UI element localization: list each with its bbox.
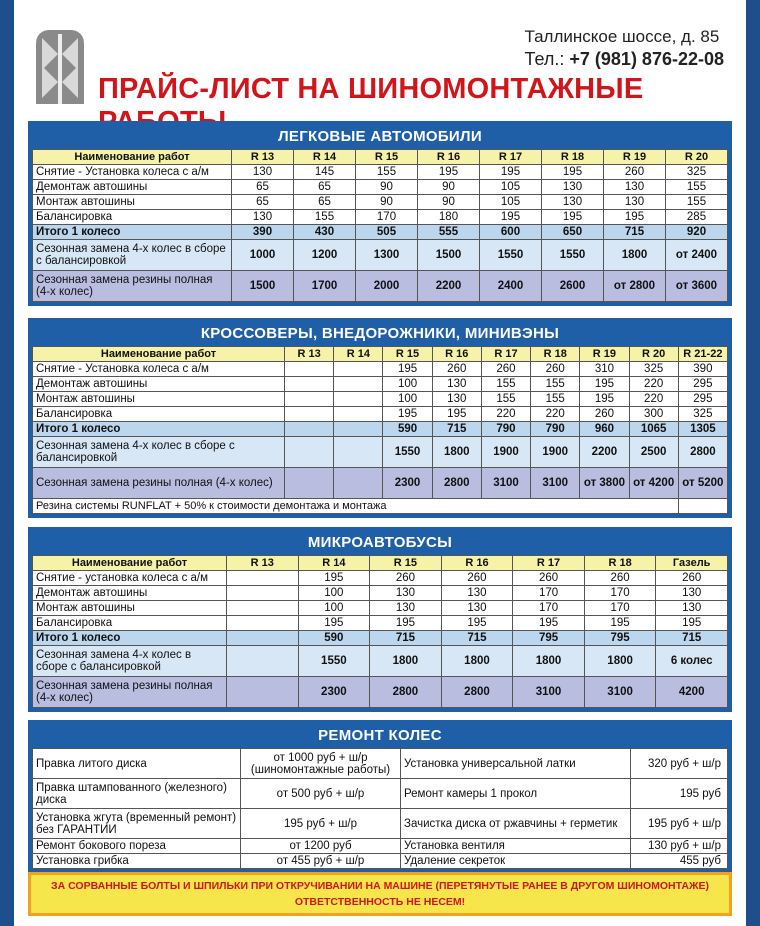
repair-row — [33, 779, 728, 809]
price-cell: 195 — [656, 616, 728, 631]
price-cell: 195 — [480, 165, 542, 180]
price-cell: 90 — [418, 195, 480, 210]
table-row — [33, 362, 728, 377]
warning-line-2: ОТВЕТСТВЕННОСТЬ НЕ НЕСЕМ! — [294, 896, 466, 908]
repair-service: Ремонт камеры 1 прокол — [401, 779, 631, 809]
table-row — [33, 616, 728, 631]
price-cell: 1000 — [232, 240, 294, 271]
price-cell: 2300 — [298, 677, 370, 708]
price-cell: 170 — [584, 586, 656, 601]
service-name: Снятие - Установка колеса с а/м — [33, 362, 285, 377]
service-name: Демонтаж автошины — [33, 180, 232, 195]
price-cell — [227, 586, 299, 601]
column-header-size: R 19 — [604, 150, 666, 165]
price-cell: от 2400 — [666, 240, 728, 271]
price-cell: 1550 — [298, 646, 370, 677]
price-cell: 1300 — [356, 240, 418, 271]
price-cell: 130 — [604, 180, 666, 195]
price-sheet — [14, 0, 746, 926]
price-cell: 295 — [678, 377, 727, 392]
price-cell: 170 — [584, 601, 656, 616]
price-cell: 260 — [370, 571, 442, 586]
price-cell: 1550 — [480, 240, 542, 271]
repair-service: Удаление секреток — [401, 854, 631, 869]
price-cell: 170 — [513, 601, 585, 616]
price-cell: 155 — [531, 392, 580, 407]
repair-service: Установка универсальной латки — [401, 749, 631, 779]
price-cell: 310 — [580, 362, 629, 377]
price-cell — [227, 616, 299, 631]
service-name: Сезонная замена резины полная (4-х колес) — [33, 271, 232, 302]
price-cell: 90 — [356, 180, 418, 195]
price-cell: 1800 — [370, 646, 442, 677]
header-row — [33, 347, 728, 362]
contact-block — [524, 26, 724, 70]
price-cell: 1700 — [294, 271, 356, 302]
price-cell: 105 — [480, 180, 542, 195]
price-cell: 260 — [481, 362, 530, 377]
price-cell — [227, 571, 299, 586]
price-cell: 195 — [513, 616, 585, 631]
service-name: Демонтаж автошины — [33, 586, 227, 601]
price-cell: 4200 — [656, 677, 728, 708]
column-header-name: Наименование работ — [33, 347, 285, 362]
price-cell — [334, 392, 383, 407]
price-cell: 260 — [604, 165, 666, 180]
service-name: Балансировка — [33, 616, 227, 631]
price-cell: 90 — [418, 180, 480, 195]
price-cell: 155 — [294, 210, 356, 225]
repair-service: Правка литого диска — [33, 749, 241, 779]
full-replace-row — [33, 468, 728, 499]
price-cell: 430 — [294, 225, 356, 240]
repair-row — [33, 749, 728, 779]
empty-cell — [678, 499, 727, 514]
repair-service: Установка жгута (временный ремонт) без ГАРАНТИИ — [33, 809, 241, 839]
page-title: ПРАЙС-ЛИСТ НА ШИНОМОНТАЖНЫЕ — [98, 73, 644, 105]
price-cell: 285 — [666, 210, 728, 225]
price-cell: 2400 — [480, 271, 542, 302]
phone-prefix: Тел.: — [524, 49, 570, 69]
section-title: ЛЕГКОВЫЕ АВТОМОБИЛИ — [278, 128, 482, 145]
total-row — [33, 225, 728, 240]
repair-price: 195 руб + ш/р — [631, 809, 728, 839]
column-header-name: Наименование работ — [33, 556, 227, 571]
price-cell: 325 — [678, 407, 727, 422]
repair-price: от 1200 руб — [241, 839, 401, 854]
price-cell — [285, 362, 334, 377]
price-cell: 260 — [584, 571, 656, 586]
total-row — [33, 422, 728, 437]
price-cell: 65 — [294, 195, 356, 210]
price-cell: 155 — [666, 195, 728, 210]
repair-service: Установка вентиля — [401, 839, 631, 854]
price-cell: 2800 — [678, 437, 727, 468]
price-cell: 3100 — [481, 468, 530, 499]
section-title: МИКРОАВТОБУСЫ — [307, 534, 453, 551]
price-cell: 2200 — [580, 437, 629, 468]
service-name: Монтаж автошины — [33, 195, 232, 210]
price-cell: 195 — [542, 210, 604, 225]
price-cell: 2800 — [432, 468, 481, 499]
price-cell: 195 — [441, 616, 513, 631]
table-row — [33, 571, 728, 586]
price-cell — [334, 468, 383, 499]
price-cell: 1800 — [441, 646, 513, 677]
column-header-size: R 13 — [285, 347, 334, 362]
price-cell — [285, 422, 334, 437]
column-header-name: Наименование работ — [33, 150, 232, 165]
table-row — [33, 210, 728, 225]
price-cell: 2200 — [418, 271, 480, 302]
price-cell: 715 — [441, 631, 513, 646]
price-cell: 180 — [418, 210, 480, 225]
price-cell: 100 — [298, 601, 370, 616]
price-cell: 195 — [370, 616, 442, 631]
price-cell: 590 — [298, 631, 370, 646]
season-row — [33, 437, 728, 468]
price-cell: 195 — [480, 210, 542, 225]
price-cell — [334, 407, 383, 422]
service-name: Итого 1 колесо — [33, 225, 232, 240]
column-header-size: Газель — [656, 556, 728, 571]
suv-price-table — [32, 346, 728, 514]
price-cell: 715 — [432, 422, 481, 437]
price-cell: 390 — [678, 362, 727, 377]
price-cell: 130 — [370, 601, 442, 616]
price-cell: 130 — [656, 601, 728, 616]
header-row — [33, 150, 728, 165]
price-cell — [285, 377, 334, 392]
price-cell: 195 — [584, 616, 656, 631]
price-cell: 1900 — [531, 437, 580, 468]
service-name: Сезонная замена 4-х колес в сборе с балансировкой — [33, 240, 232, 271]
price-cell: 220 — [629, 392, 678, 407]
repair-service: Зачистка диска от ржавчины + герметик — [401, 809, 631, 839]
price-cell: 260 — [513, 571, 585, 586]
price-cell: 390 — [232, 225, 294, 240]
service-name: Балансировка — [33, 210, 232, 225]
repair-price-table — [32, 748, 728, 869]
price-cell: 1200 — [294, 240, 356, 271]
column-header-size: R 16 — [418, 150, 480, 165]
column-header-size: R 15 — [356, 150, 418, 165]
price-cell: 130 — [370, 586, 442, 601]
service-name: Монтаж автошины — [33, 392, 285, 407]
column-header-size: R 20 — [629, 347, 678, 362]
repair-price: 455 руб — [631, 854, 728, 869]
repair-price: от 455 руб + ш/р — [241, 854, 401, 869]
table-row — [33, 195, 728, 210]
price-cell: 130 — [441, 601, 513, 616]
price-cell: 170 — [513, 586, 585, 601]
price-cell: 155 — [356, 165, 418, 180]
price-cell: 795 — [584, 631, 656, 646]
price-cell: 260 — [580, 407, 629, 422]
price-cell: 130 — [432, 377, 481, 392]
price-cell: 2600 — [542, 271, 604, 302]
price-cell: 130 — [656, 586, 728, 601]
price-cell: 1800 — [604, 240, 666, 271]
price-cell: 130 — [232, 165, 294, 180]
price-cell: 130 — [232, 210, 294, 225]
price-cell: 155 — [531, 377, 580, 392]
service-name: Снятие - Установка колеса с а/м — [33, 165, 232, 180]
price-cell: 65 — [232, 180, 294, 195]
price-cell — [285, 407, 334, 422]
repair-service: Правка штампованного (железного) диска — [33, 779, 241, 809]
price-cell: 220 — [531, 407, 580, 422]
full-replace-row — [33, 677, 728, 708]
section-suv — [28, 318, 732, 518]
section-cars — [28, 121, 732, 306]
service-name: Сезонная замена 4-х колес в сборе с балансировкой — [33, 437, 285, 468]
column-header-size: R 19 — [580, 347, 629, 362]
warning-line-1: ЗА СОРВАННЫЕ БОЛТЫ И ШПИЛЬКИ ПРИ ОТКРУЧИВАНИИ НА МАШИНЕ (ПЕРЕТЯНУТЫЕ РАНЕЕ В ДРУГОМ ШИНОМОНТАЖЕ) — [51, 880, 709, 892]
price-cell — [285, 468, 334, 499]
price-cell: 195 — [580, 377, 629, 392]
column-header-size: R 13 — [232, 150, 294, 165]
price-cell: 220 — [629, 377, 678, 392]
price-cell: 2300 — [383, 468, 432, 499]
repair-service: Ремонт бокового пореза — [33, 839, 241, 854]
column-header-size: R 16 — [441, 556, 513, 571]
table-row — [33, 601, 728, 616]
column-header-size: R 18 — [584, 556, 656, 571]
table-row — [33, 180, 728, 195]
service-name: Сезонная замена резины полная (4-х колес) — [33, 468, 285, 499]
price-cell: от 2800 — [604, 271, 666, 302]
price-cell — [334, 437, 383, 468]
price-cell: 260 — [656, 571, 728, 586]
price-cell: 2800 — [441, 677, 513, 708]
price-cell: 195 — [298, 571, 370, 586]
price-cell: 790 — [531, 422, 580, 437]
price-cell — [334, 362, 383, 377]
price-cell: 3100 — [513, 677, 585, 708]
price-cell: 795 — [513, 631, 585, 646]
price-cell: 170 — [356, 210, 418, 225]
note-row — [33, 499, 728, 514]
price-cell — [227, 677, 299, 708]
column-header-size: R 18 — [531, 347, 580, 362]
price-cell: 1800 — [584, 646, 656, 677]
price-cell: от 3800 — [580, 468, 629, 499]
runflat-note: Резина системы RUNFLAT + 50% к стоимости демонтажа и монтажа — [33, 499, 679, 514]
price-cell: 1305 — [678, 422, 727, 437]
price-cell: 1550 — [542, 240, 604, 271]
service-name: Монтаж автошины — [33, 601, 227, 616]
cars-price-table — [32, 149, 728, 302]
address: Таллинское шоссе, д. 85 — [524, 27, 720, 46]
column-header-size: R 17 — [513, 556, 585, 571]
price-cell: 1500 — [232, 271, 294, 302]
column-header-size: R 17 — [481, 347, 530, 362]
repair-row — [33, 839, 728, 854]
price-cell — [227, 631, 299, 646]
service-name: Итого 1 колесо — [33, 631, 227, 646]
table-row — [33, 165, 728, 180]
price-cell: 3100 — [584, 677, 656, 708]
service-name: Сезонная замена 4-х колес в сборе с балансировкой — [33, 646, 227, 677]
season-row — [33, 646, 728, 677]
price-cell: 260 — [432, 362, 481, 377]
price-cell — [334, 377, 383, 392]
header — [14, 0, 746, 118]
price-cell: 195 — [432, 407, 481, 422]
column-header-size: R 14 — [334, 347, 383, 362]
price-cell: 195 — [542, 165, 604, 180]
repair-service: Установка грибка — [33, 854, 241, 869]
service-name: Балансировка — [33, 407, 285, 422]
price-cell: 65 — [294, 180, 356, 195]
price-cell: 145 — [294, 165, 356, 180]
price-cell — [285, 392, 334, 407]
price-cell — [227, 601, 299, 616]
price-cell: 920 — [666, 225, 728, 240]
price-cell: 1800 — [513, 646, 585, 677]
price-cell: 130 — [542, 195, 604, 210]
table-row — [33, 586, 728, 601]
column-header-size: R 16 — [432, 347, 481, 362]
column-header-size: R 15 — [383, 347, 432, 362]
price-cell: 325 — [666, 165, 728, 180]
phone-line — [524, 48, 724, 70]
price-cell: 295 — [678, 392, 727, 407]
table-row — [33, 407, 728, 422]
repair-row — [33, 854, 728, 869]
price-cell: 6 колес — [656, 646, 728, 677]
section-title: РЕМОНТ КОЛЕС — [318, 727, 442, 744]
price-cell: 195 — [298, 616, 370, 631]
price-cell: 505 — [356, 225, 418, 240]
price-cell: 195 — [604, 210, 666, 225]
price-cell: 325 — [629, 362, 678, 377]
tire-logo-icon — [28, 24, 92, 110]
table-row — [33, 392, 728, 407]
price-cell: 130 — [441, 586, 513, 601]
price-cell: 130 — [604, 195, 666, 210]
price-cell — [285, 437, 334, 468]
full-replace-row — [33, 271, 728, 302]
column-header-size: R 21-22 — [678, 347, 727, 362]
season-row — [33, 240, 728, 271]
column-header-size: R 20 — [666, 150, 728, 165]
column-header-size: R 17 — [480, 150, 542, 165]
price-cell: 155 — [481, 392, 530, 407]
service-name: Итого 1 колесо — [33, 422, 285, 437]
price-cell: 555 — [418, 225, 480, 240]
minibus-price-table — [32, 555, 728, 708]
column-header-size: R 18 — [542, 150, 604, 165]
price-cell — [227, 646, 299, 677]
section-wheel-repair — [28, 720, 732, 873]
price-cell: 65 — [232, 195, 294, 210]
price-cell: 220 — [481, 407, 530, 422]
price-cell: от 5200 — [678, 468, 727, 499]
price-cell: 1500 — [418, 240, 480, 271]
price-cell: от 4200 — [629, 468, 678, 499]
price-cell: 3100 — [531, 468, 580, 499]
service-name: Сезонная замена резины полная (4-х колес) — [33, 677, 227, 708]
column-header-size: R 14 — [294, 150, 356, 165]
total-row — [33, 631, 728, 646]
price-cell: 600 — [480, 225, 542, 240]
price-cell: от 3600 — [666, 271, 728, 302]
price-cell: 960 — [580, 422, 629, 437]
repair-price: 130 руб + ш/р — [631, 839, 728, 854]
column-header-size: R 13 — [227, 556, 299, 571]
price-cell: 2000 — [356, 271, 418, 302]
price-cell: 155 — [481, 377, 530, 392]
price-cell: 100 — [383, 392, 432, 407]
price-cell: 100 — [298, 586, 370, 601]
price-cell: 590 — [383, 422, 432, 437]
price-cell: 650 — [542, 225, 604, 240]
repair-price: от 1000 руб + ш/р (шиномонтажные работы) — [241, 749, 401, 779]
repair-price: 320 руб + ш/р — [631, 749, 728, 779]
header-row — [33, 556, 728, 571]
price-cell: 790 — [481, 422, 530, 437]
price-cell — [334, 422, 383, 437]
price-cell: 130 — [542, 180, 604, 195]
section-title: КРОССОВЕРЫ, ВНЕДОРОЖНИКИ, МИНИВЭНЫ — [200, 325, 560, 342]
repair-price: 195 руб + ш/р — [241, 809, 401, 839]
price-cell: 195 — [383, 362, 432, 377]
price-cell: 1065 — [629, 422, 678, 437]
price-cell: 1800 — [432, 437, 481, 468]
price-cell: 195 — [383, 407, 432, 422]
column-header-size: R 14 — [298, 556, 370, 571]
column-header-size: R 15 — [370, 556, 442, 571]
price-cell: 105 — [480, 195, 542, 210]
price-cell: 715 — [656, 631, 728, 646]
price-cell: 90 — [356, 195, 418, 210]
liability-warning — [28, 872, 732, 916]
section-minibus — [28, 527, 732, 712]
price-cell: 1550 — [383, 437, 432, 468]
price-cell: 260 — [531, 362, 580, 377]
repair-price: 195 руб — [631, 779, 728, 809]
phone-number[interactable]: +7 (981) 876-22-08 — [569, 49, 724, 69]
repair-price: от 500 руб + ш/р — [241, 779, 401, 809]
service-name: Снятие - установка колеса с а/м — [33, 571, 227, 586]
service-name: Демонтаж автошины — [33, 377, 285, 392]
price-cell: 100 — [383, 377, 432, 392]
price-cell: 260 — [441, 571, 513, 586]
table-row — [33, 377, 728, 392]
price-cell: 195 — [580, 392, 629, 407]
price-cell: 715 — [370, 631, 442, 646]
price-cell: 130 — [432, 392, 481, 407]
price-cell: 1900 — [481, 437, 530, 468]
price-cell: 2800 — [370, 677, 442, 708]
price-cell: 715 — [604, 225, 666, 240]
price-cell: 300 — [629, 407, 678, 422]
price-cell: 2500 — [629, 437, 678, 468]
price-cell: 195 — [418, 165, 480, 180]
price-cell: 155 — [666, 180, 728, 195]
repair-row — [33, 809, 728, 839]
